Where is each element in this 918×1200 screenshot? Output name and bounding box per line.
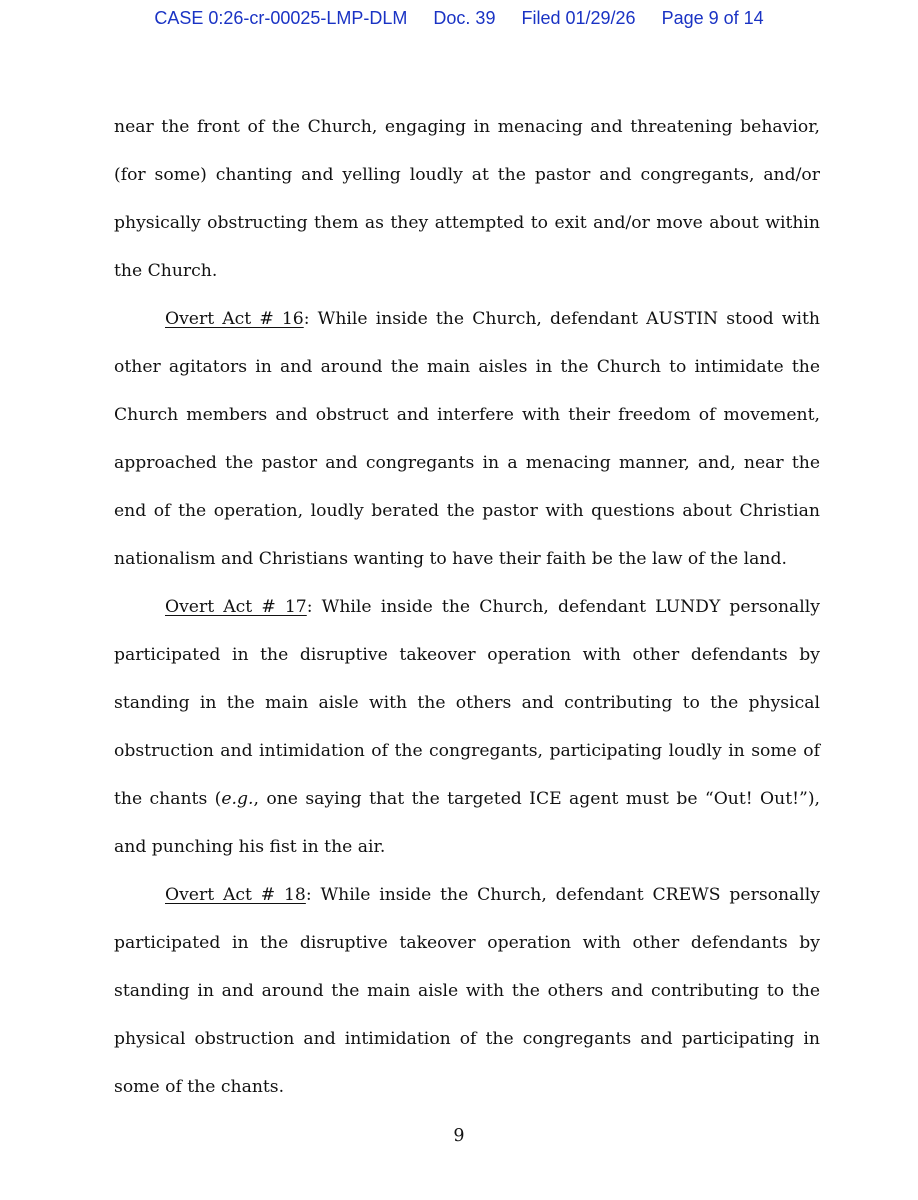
overt-act-17-emphasis: e.g. — [221, 789, 254, 809]
overt-act-16-text: : While inside the Church, defendant AUSTIN stood with other agitators in and around the main aisles in the Church to intimidate the Church members and obstruct and interfere with their freedom of movement, approached the pastor and congregants in a menacing manner, and, near the end of the operation, loudly berated the pastor with questions about Christian nationalism and Christians wanting to have their faith be the law of the land. — [114, 309, 820, 569]
page-number: 9 — [453, 1126, 465, 1146]
overt-act-18-text: : While inside the Church, defendant CREWS personally participated in the disruptive takeover operation with other defendants by standing in and around the main aisle with the others and contributing to the physical obstruction and intimidation of the congregants and participating in some of the chants. — [114, 885, 821, 1097]
document-number: Doc. 39 — [433, 8, 496, 28]
overt-act-17-text-b: , one saying that the targeted ICE agent must be “Out! Out!”), and punching his fist in the air. — [114, 789, 820, 857]
overt-act-18-paragraph — [114, 871, 820, 1111]
page-indicator: Page 9 of 14 — [661, 8, 764, 28]
case-number: CASE 0:26-cr-00025-LMP-DLM — [154, 8, 408, 28]
overt-act-16-paragraph — [114, 295, 820, 583]
case-header — [0, 8, 918, 29]
overt-act-17-label: Overt Act # 17 — [165, 597, 307, 617]
paragraph-continuation: near the front of the Church, engaging in menacing and threatening behavior, (for some) chanting and yelling loudly at the pastor and congregants, and/or physically obstructing them as they attempted to exit and/or move about within the Church. — [114, 117, 820, 281]
filed-date: Filed 01/29/26 — [521, 8, 636, 28]
overt-act-17-text-a: : While inside the Church, defendant LUNDY personally participated in the disruptive takeover operation with other defendants by standing in the main aisle with the others and contributing to the physical obstruction and intimidation of the congregants, participating loudly in some of the chants ( — [114, 597, 821, 809]
overt-act-17-paragraph — [114, 583, 820, 871]
overt-act-18-label: Overt Act # 18 — [165, 885, 306, 905]
document-body — [114, 103, 820, 1111]
overt-act-16-label: Overt Act # 16 — [165, 309, 304, 329]
